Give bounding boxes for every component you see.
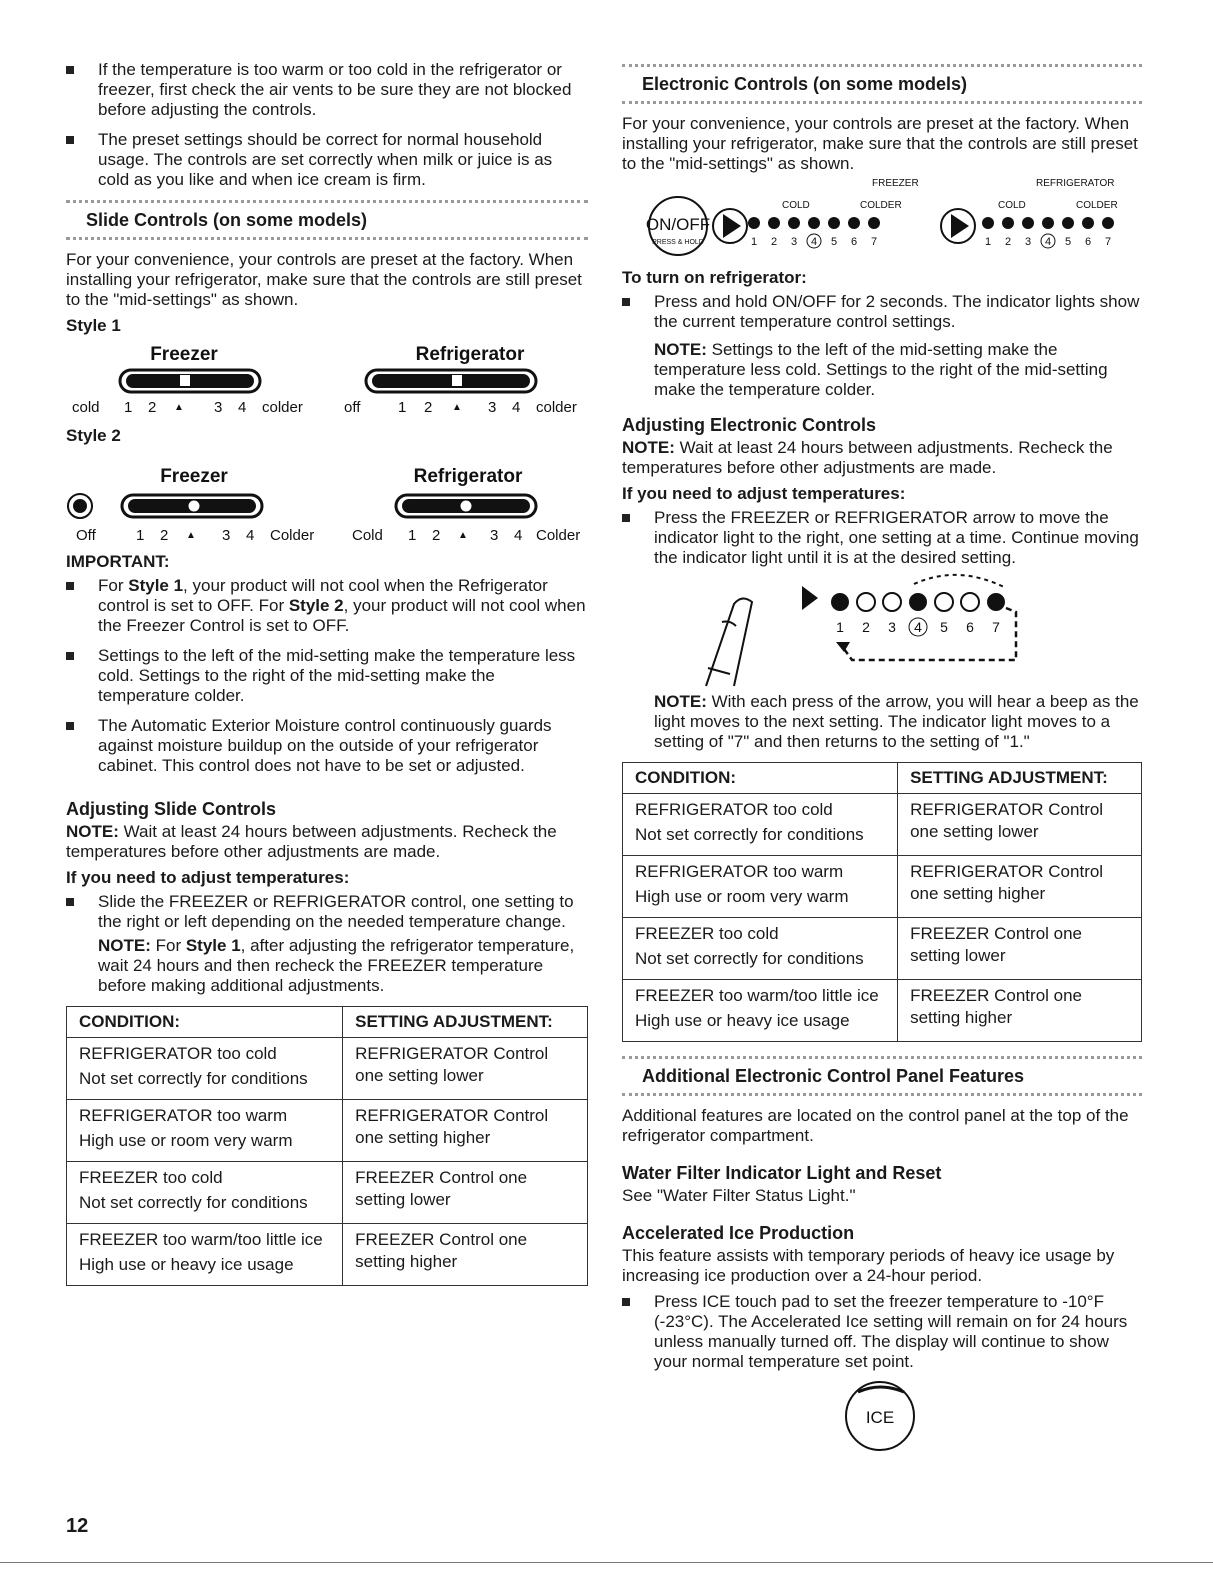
svg-text:2: 2	[424, 399, 433, 416]
freezer-cold-label: COLD	[782, 200, 810, 211]
svg-text:colder: colder	[262, 399, 303, 416]
important-bullet: For Style 1, your product will not cool when the Refrigerator control is set to OFF. For Style 2, your product will not cool when the Freezer Control is set to OFF.	[66, 576, 588, 636]
refrigerator-setting-numbers	[985, 234, 1111, 248]
water-filter-text: See "Water Filter Status Light."	[622, 1186, 856, 1205]
slide-controls-heading: Slide Controls (on some models)	[66, 200, 588, 240]
svg-text:Cold: Cold	[352, 527, 383, 544]
svg-text:Colder: Colder	[270, 527, 315, 544]
table-row: FREEZER too cold Not set correctly for conditions FREEZER Control one setting lower	[67, 1162, 588, 1224]
svg-text:colder: colder	[536, 399, 577, 416]
return-arrowhead	[836, 642, 850, 652]
refrigerator-cold-label: COLD	[998, 200, 1026, 211]
svg-text:4: 4	[238, 399, 247, 416]
svg-text:3: 3	[888, 619, 896, 635]
condition-header: CONDITION:	[623, 763, 898, 794]
important-bullet: The Automatic Exterior Moisture control continuously guards against moisture buildup on the outside of your refrigerator cabinet. This control does not have to be set or adjusted.	[66, 716, 588, 776]
important-label: IMPORTANT:	[66, 552, 170, 571]
style2-freezer-slider	[122, 495, 262, 517]
style2-freezer-scale	[76, 527, 314, 544]
adjust-bullet: Slide the FREEZER or REFRIGERATOR control, one setting to the right or left depending on the needed temperature change.	[66, 892, 588, 932]
svg-text:6: 6	[1084, 236, 1092, 248]
footer-rule	[0, 1562, 1213, 1563]
svg-text:Off: Off	[76, 527, 96, 544]
style2-slider-figure	[66, 450, 588, 550]
style2-label: Style 2	[66, 426, 121, 445]
table-row: REFRIGERATOR too warm High use or room very warm REFRIGERATOR Control one setting higher	[67, 1100, 588, 1162]
svg-text:2: 2	[160, 527, 169, 544]
svg-text:Colder: Colder	[536, 527, 581, 544]
intro-bullet: The preset settings should be correct for normal household usage. The controls are set correctly when milk or juice is as cold as you like and when ice cream is firm.	[66, 130, 588, 190]
adjust-note: NOTE: Wait at least 24 hours between adjustments. Recheck the temperatures before other adjustments are made.	[66, 822, 557, 861]
svg-text:▲: ▲	[186, 530, 196, 541]
table-header-row	[67, 1007, 588, 1038]
svg-text:7: 7	[1104, 236, 1112, 248]
svg-text:1: 1	[124, 399, 133, 416]
page-number: 12	[66, 1515, 89, 1537]
svg-text:2: 2	[862, 619, 870, 635]
svg-text:▲: ▲	[458, 530, 468, 541]
svg-text:4: 4	[914, 619, 922, 635]
svg-text:4: 4	[246, 527, 255, 544]
adjusting-electronic-bullet: Press the FREEZER or REFRIGERATOR arrow to move the indicator light to the right, one setting at a time. Continue moving the indicator light until it is at the desired setting.	[622, 508, 1142, 568]
freezer-indicator-lights	[748, 217, 880, 229]
onoff-button	[646, 197, 710, 255]
electronic-panel-figure	[622, 174, 1142, 266]
turn-on-heading: To turn on refrigerator:	[622, 268, 807, 287]
svg-text:3: 3	[222, 527, 231, 544]
turn-on-note: NOTE: Settings to the left of the mid-setting make the temperature less cold. Settings to the right of the mid-setting make the temperature colder.	[654, 340, 1108, 399]
sequence-numbers	[836, 618, 1000, 636]
style2-refrigerator-slider	[396, 495, 536, 517]
style2-refrigerator-scale	[352, 527, 580, 544]
table-header-row	[623, 763, 1142, 794]
svg-text:1: 1	[408, 527, 417, 544]
style1-note: NOTE: For Style 1, after adjusting the refrigerator temperature, wait 24 hours and then recheck the FREEZER temperature before making additional adjustments.	[98, 936, 575, 995]
panel-freezer-label: FREEZER	[872, 178, 919, 189]
right-column	[622, 60, 1142, 1456]
svg-text:cold: cold	[72, 399, 100, 416]
svg-text:ON/OFF: ON/OFF	[645, 215, 711, 234]
table-row: FREEZER too cold Not set correctly for conditions FREEZER Control one setting lower	[623, 918, 1142, 980]
svg-text:3: 3	[1024, 236, 1032, 248]
slide-intro: For your convenience, your controls are preset at the factory. When installing your refrigerator, make sure that the controls are still preset to the "mid-settings" as shown.	[66, 250, 582, 309]
finger-icon	[706, 598, 752, 686]
need-adjust-label: If you need to adjust temperatures:	[66, 868, 350, 887]
electronic-adjustment-table	[622, 762, 1142, 1042]
turn-on-bullet: Press and hold ON/OFF for 2 seconds. The indicator lights show the current temperature control settings.	[622, 292, 1142, 332]
style1-refrigerator-slider	[366, 370, 536, 392]
svg-text:off: off	[344, 399, 361, 416]
svg-text:5: 5	[940, 619, 948, 635]
svg-text:6: 6	[850, 236, 858, 248]
condition-header: CONDITION:	[67, 1007, 343, 1038]
beep-note: NOTE: With each press of the arrow, you will hear a beep as the light moves to the next setting. The indicator light moves to a setting of "7" and then returns to the setting of "1."	[654, 692, 1139, 751]
adjusting-slide-heading: Adjusting Slide Controls	[66, 799, 276, 819]
finger-press-figure	[622, 568, 1142, 690]
freezer-setting-numbers	[751, 234, 877, 248]
ice-button-figure	[622, 1376, 1142, 1456]
setting-adjustment-header: SETTING ADJUSTMENT:	[898, 763, 1142, 794]
style2-freezer-title: Freezer	[160, 466, 228, 487]
style1-freezer-title: Freezer	[150, 344, 218, 365]
slide-adjustment-table	[66, 1006, 588, 1286]
left-column	[66, 60, 588, 1286]
water-filter-heading: Water Filter Indicator Light and Reset	[622, 1163, 942, 1183]
freezer-colder-label: COLDER	[860, 200, 902, 211]
table-row: FREEZER too warm/too little ice High use or heavy ice usage FREEZER Control one setting higher	[623, 980, 1142, 1042]
svg-text:1: 1	[984, 236, 992, 248]
need-adjust-label: If you need to adjust temperatures:	[622, 484, 906, 503]
table-row: FREEZER too warm/too little ice High use or heavy ice usage FREEZER Control one setting higher	[67, 1224, 588, 1286]
panel-refrigerator-label: REFRIGERATOR	[1036, 178, 1115, 189]
svg-text:5: 5	[1064, 236, 1072, 248]
svg-text:4: 4	[512, 399, 521, 416]
svg-text:PRESS & HOLD: PRESS & HOLD	[652, 239, 704, 246]
style1-freezer-slider	[120, 370, 260, 392]
refrigerator-colder-label: COLDER	[1076, 200, 1118, 211]
svg-text:1: 1	[750, 236, 758, 248]
svg-text:2: 2	[148, 399, 157, 416]
press-arrow-icon	[802, 586, 818, 610]
accelerated-ice-bullet: Press ICE touch pad to set the freezer temperature to -10°F (-23°C). The Accelerated Ice setting will remain on for 24 hours unless manually turned off. The display will continue to show your normal temperature set point.	[622, 1292, 1142, 1372]
svg-text:▲: ▲	[452, 402, 462, 413]
svg-text:2: 2	[432, 527, 441, 544]
svg-text:7: 7	[992, 619, 1000, 635]
additional-features-intro: Additional features are located on the control panel at the top of the refrigerator compartment.	[622, 1106, 1129, 1145]
adjusting-electronic-note: NOTE: Wait at least 24 hours between adjustments. Recheck the temperatures before other adjustments are made.	[622, 438, 1113, 477]
style2-refrigerator-title: Refrigerator	[413, 466, 523, 487]
forward-dashed-arrow	[914, 575, 1006, 588]
svg-text:7: 7	[870, 236, 878, 248]
intro-bullet: If the temperature is too warm or too cold in the refrigerator or freezer, first check the air vents to be sure they are not blocked before adjusting the controls.	[66, 60, 588, 120]
refrigerator-indicator-lights	[982, 217, 1114, 229]
svg-text:2: 2	[770, 236, 778, 248]
svg-text:1: 1	[136, 527, 145, 544]
style1-refrigerator-title: Refrigerator	[415, 344, 525, 365]
freezer-arrow-button	[713, 209, 747, 243]
setting-adjustment-header: SETTING ADJUSTMENT:	[343, 1007, 588, 1038]
table-row: REFRIGERATOR too cold Not set correctly for conditions REFRIGERATOR Control one setting lower	[67, 1038, 588, 1100]
adjusting-electronic-heading: Adjusting Electronic Controls	[622, 415, 877, 435]
accelerated-ice-text: This feature assists with temporary periods of heavy ice usage by increasing ice production over a 24-hour period.	[622, 1246, 1115, 1285]
svg-text:3: 3	[490, 527, 499, 544]
svg-text:4: 4	[1044, 236, 1052, 248]
svg-text:4: 4	[514, 527, 523, 544]
refrigerator-arrow-button	[941, 209, 975, 243]
style2-power-icon	[68, 494, 92, 518]
style1-freezer-scale	[72, 399, 303, 416]
svg-text:3: 3	[214, 399, 223, 416]
style1-label: Style 1	[66, 316, 121, 335]
indicator-sequence	[831, 593, 1005, 611]
svg-text:3: 3	[790, 236, 798, 248]
table-row: REFRIGERATOR too warm High use or room very warm REFRIGERATOR Control one setting higher	[623, 856, 1142, 918]
svg-text:2: 2	[1004, 236, 1012, 248]
electronic-controls-heading: Electronic Controls (on some models)	[622, 64, 1142, 104]
ice-button-label: ICE	[865, 1408, 895, 1427]
style1-refrigerator-scale	[344, 399, 577, 416]
svg-text:1: 1	[836, 619, 844, 635]
svg-text:5: 5	[830, 236, 838, 248]
accelerated-ice-heading: Accelerated Ice Production	[622, 1223, 855, 1243]
electronic-intro: For your convenience, your controls are preset at the factory. When installing your refrigerator, make sure that the controls are still preset to the "mid-settings" as shown.	[622, 114, 1138, 173]
style1-slider-figure	[66, 340, 588, 424]
svg-text:1: 1	[398, 399, 407, 416]
svg-text:4: 4	[810, 236, 818, 248]
svg-text:▲: ▲	[174, 402, 184, 413]
svg-text:3: 3	[488, 399, 497, 416]
important-bullet: Settings to the left of the mid-setting make the temperature less cold. Settings to the right of the mid-setting make the temperature colder.	[66, 646, 588, 706]
additional-features-heading: Additional Electronic Control Panel Features	[622, 1056, 1142, 1096]
svg-text:6: 6	[966, 619, 974, 635]
table-row: REFRIGERATOR too cold Not set correctly for conditions REFRIGERATOR Control one setting lower	[623, 794, 1142, 856]
